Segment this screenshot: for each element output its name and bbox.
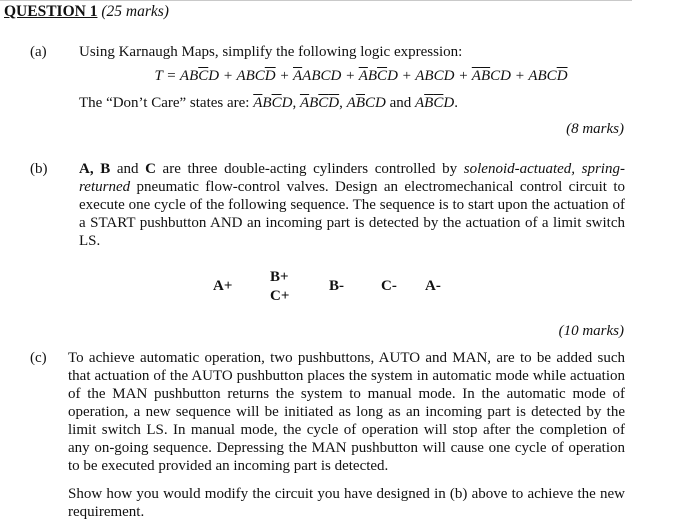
logic-expression: $T = AB\overline{C}D + ABC\overline{D}$ + $\overline{A}ABCD + \overline{A}B\overline{C}D$ + ABCD + $\overline{A}\overline{B}CD + ABC\overline{D}$	[154, 68, 568, 84]
question-number: QUESTION 1	[4, 3, 98, 20]
question-title	[4, 3, 169, 21]
sequence-step-c-minus: C-	[381, 278, 397, 294]
part-c-paragraph-1: To achieve automatic operation, two pushbuttons, AUTO and MAN, are to be added such that actuation of the AUTO pushbutton places the system in automatic mode while actuation of the MAN pushbutton returns the system to manual mode. In the automatic mode of operation, a new sequence will be initiated as long as an incoming part is detected by the limit switch LS. In manual mode, the cycle of operation will stop after the completion of any on-going sequence. Depressing the MAN pushbutton will cause one cycle of operation to be executed provided an incoming part is detected.	[68, 350, 625, 474]
sequence-step-c-plus: C+	[270, 288, 290, 304]
term-4: $\overline{A}B\overline{C}D$	[358, 68, 398, 84]
part-a-instruction: Using Karnaugh Maps, simplify the following logic expression:	[79, 44, 463, 60]
sequence-step-a-plus: A+	[213, 278, 233, 294]
part-a-marks: (8 marks)	[566, 121, 624, 137]
term-1: $AB\overline{C}D$	[179, 68, 220, 84]
term-7: $ABC\overline{D}$	[528, 68, 568, 84]
part-b-text: A, B and C are three double-acting cylinders controlled by solenoid-actuated, spring-returned pneumatic flow-control valves. Design an electromechanical control circuit to execute one cycle of the following sequence. The sequence is to start upon the actuation of a START pushbutton AND an incoming part is detected by the actuation of a limit switch LS.	[79, 161, 625, 249]
term-3: $\overline{A}AB$	[293, 68, 321, 84]
part-c-label: (c)	[30, 350, 47, 366]
part-a-label: (a)	[30, 44, 47, 60]
dont-care-line: The “Don’t Care” states are: $\overline{A}B\overline{C}D$, $\overline{A}B\overline{C}\overline{D}$, $A\overline{B}CD$ and $A\overline{B}\overline{C}D$.	[79, 95, 458, 111]
part-b-marks: (10 marks)	[558, 323, 624, 339]
sequence-step-a-minus: A-	[425, 278, 441, 294]
top-divider	[0, 0, 632, 1]
sequence-step-b-plus: B+	[270, 269, 289, 285]
term-6: $\overline{A}\overline{B}CD$	[471, 68, 511, 84]
term-5: ABCD	[415, 68, 455, 84]
part-c-paragraph-2: Show how you would modify the circuit you have designed in (b) above to achieve the new requirement.	[68, 486, 625, 520]
part-b-label: (b)	[30, 161, 48, 177]
question-marks: (25 marks)	[101, 3, 169, 20]
sequence-step-b-minus: B-	[329, 278, 344, 294]
term-2: $ABC\overline{D}$	[236, 68, 276, 84]
